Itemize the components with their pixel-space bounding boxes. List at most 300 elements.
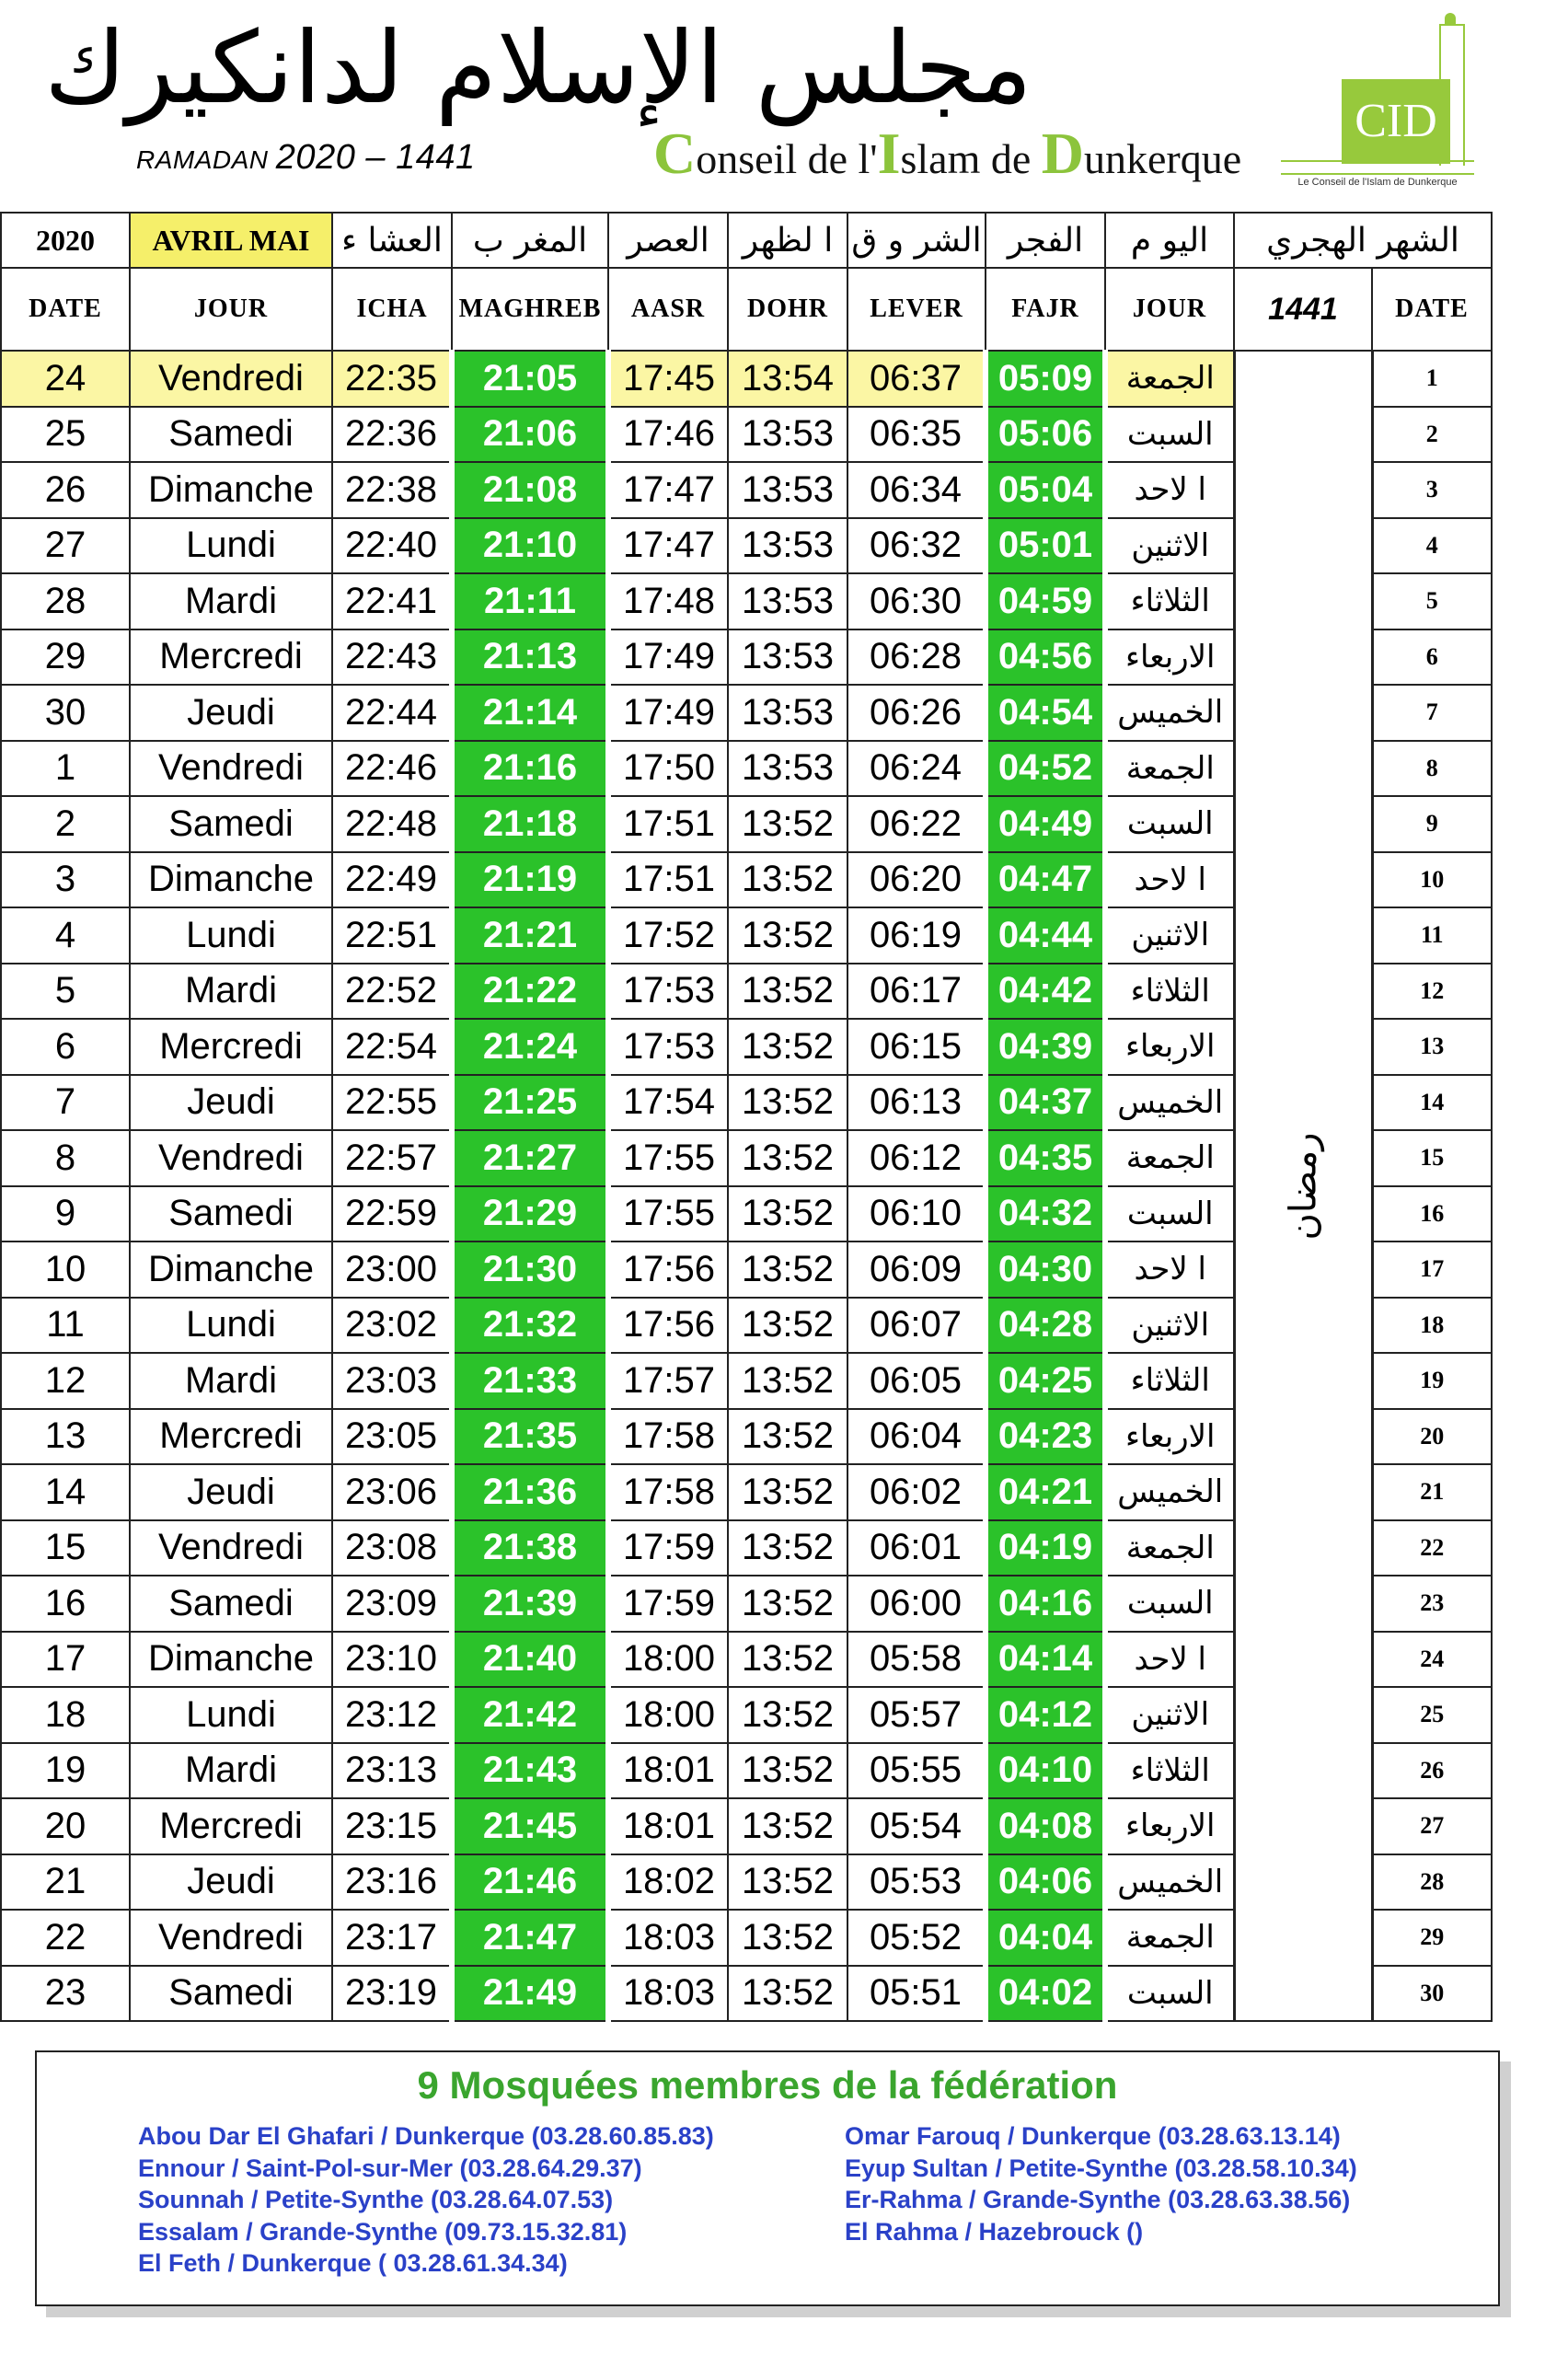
cell-lever: 06:26 xyxy=(847,685,986,741)
cell-date: 10 xyxy=(1,1242,130,1298)
cell-fajr: 04:28 xyxy=(986,1298,1105,1354)
cell-fajr: 04:37 xyxy=(986,1075,1105,1131)
cell-date: 17 xyxy=(1,1632,130,1688)
cell-icha: 23:08 xyxy=(332,1520,452,1576)
cell-date: 23 xyxy=(1,1966,130,2022)
cell-jour: Mardi xyxy=(130,964,332,1020)
cell-dohr: 13:52 xyxy=(728,1520,847,1576)
cell-maghreb: 21:06 xyxy=(452,407,608,463)
cell-fajr: 04:39 xyxy=(986,1019,1105,1075)
cell-aasr: 17:51 xyxy=(608,796,728,852)
cell-maghreb: 21:16 xyxy=(452,741,608,797)
cell-icha: 22:51 xyxy=(332,907,452,964)
cell-hijri-date: 29 xyxy=(1372,1910,1492,1966)
cell-lever: 06:32 xyxy=(847,518,986,574)
cell-hijri-date: 21 xyxy=(1372,1464,1492,1520)
cell-date: 15 xyxy=(1,1520,130,1576)
cell-lever: 06:00 xyxy=(847,1576,986,1632)
cid-logo xyxy=(1281,13,1476,191)
cell-fajr: 05:06 xyxy=(986,407,1105,463)
cell-icha: 23:00 xyxy=(332,1242,452,1298)
cell-maghreb: 21:11 xyxy=(452,573,608,629)
cell-hijri-date: 20 xyxy=(1372,1409,1492,1465)
cell-lever: 05:55 xyxy=(847,1743,986,1799)
council-name-cap-i: I xyxy=(877,121,901,186)
cell-jour: Dimanche xyxy=(130,462,332,518)
cell-jour-ar: الاثنين xyxy=(1105,1687,1234,1743)
council-name-part-1: onseil de l' xyxy=(696,135,878,182)
cell-aasr: 18:02 xyxy=(608,1854,728,1911)
cell-date: 28 xyxy=(1,573,130,629)
cell-jour: Mardi xyxy=(130,1353,332,1409)
cell-jour-ar: الجمعة xyxy=(1105,741,1234,797)
header-year: 2020 xyxy=(1,213,130,268)
cell-maghreb: 21:27 xyxy=(452,1130,608,1186)
cell-icha: 22:46 xyxy=(332,741,452,797)
cell-dohr: 13:53 xyxy=(728,518,847,574)
cell-lever: 06:28 xyxy=(847,629,986,686)
cell-fajr: 04:49 xyxy=(986,796,1105,852)
cell-hijri-date: 25 xyxy=(1372,1687,1492,1743)
ramadan-year-label xyxy=(136,138,476,178)
cell-jour-ar: الاثنين xyxy=(1105,907,1234,964)
cell-dohr: 13:53 xyxy=(728,573,847,629)
cell-lever: 06:12 xyxy=(847,1130,986,1186)
cell-jour-ar: الجمعة xyxy=(1105,351,1234,407)
cell-aasr: 17:46 xyxy=(608,407,728,463)
council-name xyxy=(653,120,1241,188)
cell-maghreb: 21:45 xyxy=(452,1798,608,1854)
cell-jour-ar: الخميس xyxy=(1105,1854,1234,1911)
cell-fajr: 05:01 xyxy=(986,518,1105,574)
cell-date: 9 xyxy=(1,1186,130,1242)
cell-maghreb: 21:33 xyxy=(452,1353,608,1409)
cell-icha: 22:59 xyxy=(332,1186,452,1242)
cell-jour-ar: ا لاحد xyxy=(1105,852,1234,908)
cell-lever: 06:17 xyxy=(847,964,986,1020)
cell-jour-ar: الخميس xyxy=(1105,685,1234,741)
mosques-box xyxy=(35,2050,1500,2306)
cell-jour: Samedi xyxy=(130,1966,332,2022)
cell-fajr: 04:16 xyxy=(986,1576,1105,1632)
cell-dohr: 13:53 xyxy=(728,462,847,518)
cell-jour: Vendredi xyxy=(130,1910,332,1966)
mosque-entry: Omar Farouq / Dunkerque (03.28.63.13.14) xyxy=(845,2122,1341,2150)
cell-dohr: 13:52 xyxy=(728,1687,847,1743)
cell-hijri-date: 7 xyxy=(1372,685,1492,741)
cell-hijri-date: 12 xyxy=(1372,964,1492,1020)
cell-dohr: 13:52 xyxy=(728,1632,847,1688)
cell-aasr: 18:03 xyxy=(608,1910,728,1966)
cell-aasr: 17:53 xyxy=(608,964,728,1020)
cell-jour: Mercredi xyxy=(130,1019,332,1075)
cell-dohr: 13:52 xyxy=(728,852,847,908)
cell-lever: 06:09 xyxy=(847,1242,986,1298)
cell-date: 30 xyxy=(1,685,130,741)
cell-aasr: 17:56 xyxy=(608,1298,728,1354)
cell-fajr: 04:10 xyxy=(986,1743,1105,1799)
cell-maghreb: 21:46 xyxy=(452,1854,608,1911)
cell-maghreb: 21:47 xyxy=(452,1910,608,1966)
ramadan-years: 2020 – 1441 xyxy=(275,138,476,177)
cell-maghreb: 21:36 xyxy=(452,1464,608,1520)
cell-date: 26 xyxy=(1,462,130,518)
cell-jour-ar: الخميس xyxy=(1105,1464,1234,1520)
cell-jour-ar: السبت xyxy=(1105,1966,1234,2022)
cell-dohr: 13:52 xyxy=(728,907,847,964)
cell-jour-ar: ا لاحد xyxy=(1105,462,1234,518)
cell-maghreb: 21:18 xyxy=(452,796,608,852)
header-maghreb-ar: المغر ب xyxy=(452,213,608,268)
cell-dohr: 13:52 xyxy=(728,1075,847,1131)
cell-icha: 23:06 xyxy=(332,1464,452,1520)
cell-dohr: 13:52 xyxy=(728,1910,847,1966)
header-jour-ar: اليو م xyxy=(1105,213,1234,268)
cell-aasr: 18:00 xyxy=(608,1687,728,1743)
cell-lever: 06:10 xyxy=(847,1186,986,1242)
cell-jour: Mardi xyxy=(130,573,332,629)
header-icha-ar: العشا ء xyxy=(332,213,452,268)
mosque-entry: Er-Rahma / Grande-Synthe (03.28.63.38.56) xyxy=(845,2186,1351,2213)
cell-fajr: 04:52 xyxy=(986,741,1105,797)
cell-date: 7 xyxy=(1,1075,130,1131)
header-row-arabic xyxy=(1,213,1492,268)
cell-hijri-date: 19 xyxy=(1372,1353,1492,1409)
cell-jour: Samedi xyxy=(130,796,332,852)
page-title-arabic: مجلس الإسلام لدانكيرك xyxy=(44,11,1032,126)
cell-aasr: 18:01 xyxy=(608,1798,728,1854)
cell-fajr: 04:56 xyxy=(986,629,1105,686)
council-name-cap-d: D xyxy=(1041,121,1085,186)
cell-dohr: 13:52 xyxy=(728,1966,847,2022)
cell-maghreb: 21:39 xyxy=(452,1576,608,1632)
cell-aasr: 17:47 xyxy=(608,462,728,518)
cell-icha: 23:10 xyxy=(332,1632,452,1688)
cell-hijri-date: 17 xyxy=(1372,1242,1492,1298)
cell-jour: Dimanche xyxy=(130,1632,332,1688)
header-date: DATE xyxy=(1,268,130,351)
cell-fajr: 04:06 xyxy=(986,1854,1105,1911)
cell-dohr: 13:52 xyxy=(728,796,847,852)
cell-maghreb: 21:10 xyxy=(452,518,608,574)
cell-hijri-date: 13 xyxy=(1372,1019,1492,1075)
header-months: AVRIL MAI xyxy=(130,213,332,268)
cell-jour: Vendredi xyxy=(130,741,332,797)
cell-jour-ar: الخميس xyxy=(1105,1075,1234,1131)
cell-jour: Dimanche xyxy=(130,1242,332,1298)
logo-text: CID xyxy=(1342,79,1450,164)
cell-aasr: 18:01 xyxy=(608,1743,728,1799)
cell-maghreb: 21:38 xyxy=(452,1520,608,1576)
mosque-entry: El Rahma / Hazebrouck () xyxy=(845,2217,1144,2246)
cell-jour-ar: الثلاثاء xyxy=(1105,1743,1234,1799)
cell-hijri-date: 24 xyxy=(1372,1632,1492,1688)
cell-aasr: 17:54 xyxy=(608,1075,728,1131)
cell-maghreb: 21:19 xyxy=(452,852,608,908)
cell-aasr: 18:03 xyxy=(608,1966,728,2022)
cell-lever: 06:01 xyxy=(847,1520,986,1576)
cell-jour: Samedi xyxy=(130,407,332,463)
cell-dohr: 13:52 xyxy=(728,1464,847,1520)
cell-dohr: 13:52 xyxy=(728,1298,847,1354)
hijri-month-label xyxy=(1234,351,1372,2021)
cell-aasr: 17:45 xyxy=(608,351,728,407)
cell-icha: 23:16 xyxy=(332,1854,452,1911)
cell-maghreb: 21:42 xyxy=(452,1687,608,1743)
cell-icha: 23:12 xyxy=(332,1687,452,1743)
cell-aasr: 17:55 xyxy=(608,1186,728,1242)
cell-jour-ar: السبت xyxy=(1105,796,1234,852)
cell-hijri-date: 18 xyxy=(1372,1298,1492,1354)
cell-maghreb: 21:05 xyxy=(452,351,608,407)
cell-icha: 22:44 xyxy=(332,685,452,741)
cell-hijri-date: 11 xyxy=(1372,907,1492,964)
cell-hijri-date: 27 xyxy=(1372,1798,1492,1854)
header-dohr-ar: ا لظهر xyxy=(728,213,847,268)
cell-date: 1 xyxy=(1,741,130,797)
table-body xyxy=(1,351,1492,2021)
cell-jour-ar: الاربعاء xyxy=(1105,1019,1234,1075)
cell-aasr: 17:58 xyxy=(608,1464,728,1520)
cell-date: 12 xyxy=(1,1353,130,1409)
header-aasr: AASR xyxy=(608,268,728,351)
cell-aasr: 17:55 xyxy=(608,1130,728,1186)
cell-date: 13 xyxy=(1,1409,130,1465)
cell-jour-ar: الاثنين xyxy=(1105,518,1234,574)
cell-hijri-date: 14 xyxy=(1372,1075,1492,1131)
cell-fajr: 04:08 xyxy=(986,1798,1105,1854)
cell-lever: 06:05 xyxy=(847,1353,986,1409)
cell-date: 16 xyxy=(1,1576,130,1632)
cell-aasr: 17:57 xyxy=(608,1353,728,1409)
cell-lever: 06:24 xyxy=(847,741,986,797)
cell-icha: 23:17 xyxy=(332,1910,452,1966)
cell-jour: Lundi xyxy=(130,1298,332,1354)
hijri-month-text: رمضان xyxy=(1283,1132,1323,1240)
council-name-part-2: slam de xyxy=(900,135,1042,182)
cell-date: 8 xyxy=(1,1130,130,1186)
cell-jour-ar: ا لاحد xyxy=(1105,1632,1234,1688)
cell-aasr: 17:53 xyxy=(608,1019,728,1075)
cell-dohr: 13:52 xyxy=(728,1854,847,1911)
cell-lever: 05:53 xyxy=(847,1854,986,1911)
cell-jour: Mercredi xyxy=(130,629,332,686)
cell-dohr: 13:52 xyxy=(728,1130,847,1186)
header-hijri-month-ar: الشهر الهجري xyxy=(1234,213,1492,268)
cell-dohr: 13:54 xyxy=(728,351,847,407)
cell-fajr: 04:23 xyxy=(986,1409,1105,1465)
header-lever: LEVER xyxy=(847,268,986,351)
cell-jour-ar: الجمعة xyxy=(1105,1130,1234,1186)
cell-lever: 05:57 xyxy=(847,1687,986,1743)
cell-date: 29 xyxy=(1,629,130,686)
cell-dohr: 13:52 xyxy=(728,1798,847,1854)
council-name-part-3: unkerque xyxy=(1084,135,1242,182)
cell-jour-ar: الاثنين xyxy=(1105,1298,1234,1354)
cell-icha: 22:55 xyxy=(332,1075,452,1131)
cell-lever: 06:22 xyxy=(847,796,986,852)
cell-dohr: 13:52 xyxy=(728,1409,847,1465)
cell-dohr: 13:52 xyxy=(728,1242,847,1298)
cell-aasr: 17:49 xyxy=(608,629,728,686)
cell-dohr: 13:52 xyxy=(728,1186,847,1242)
council-name-cap-c: C xyxy=(653,121,697,186)
cell-icha: 22:54 xyxy=(332,1019,452,1075)
cell-icha: 23:05 xyxy=(332,1409,452,1465)
cell-maghreb: 21:13 xyxy=(452,629,608,686)
header-fajr-ar: الفجر xyxy=(986,213,1105,268)
mosque-entry: Ennour / Saint-Pol-sur-Mer (03.28.64.29.37) xyxy=(138,2154,642,2182)
cell-date: 18 xyxy=(1,1687,130,1743)
cell-hijri-date: 22 xyxy=(1372,1520,1492,1576)
cell-jour: Dimanche xyxy=(130,852,332,908)
cell-maghreb: 21:08 xyxy=(452,462,608,518)
cell-hijri-date: 5 xyxy=(1372,573,1492,629)
cell-jour: Vendredi xyxy=(130,1130,332,1186)
header-jour-ar-fr: JOUR xyxy=(1105,268,1234,351)
cell-fajr: 04:02 xyxy=(986,1966,1105,2022)
cell-fajr: 05:04 xyxy=(986,462,1105,518)
cell-date: 6 xyxy=(1,1019,130,1075)
cell-fajr: 04:35 xyxy=(986,1130,1105,1186)
cell-maghreb: 21:29 xyxy=(452,1186,608,1242)
cell-hijri-date: 26 xyxy=(1372,1743,1492,1799)
cell-aasr: 17:49 xyxy=(608,685,728,741)
cell-hijri-date: 8 xyxy=(1372,741,1492,797)
cell-date: 27 xyxy=(1,518,130,574)
logo-caption: Le Conseil de l'Islam de Dunkerque xyxy=(1297,177,1458,188)
mosque-entry: Eyup Sultan / Petite-Synthe (03.28.58.10.34) xyxy=(845,2154,1357,2182)
header-lever-ar: الشر و ق xyxy=(847,213,986,268)
cell-date: 5 xyxy=(1,964,130,1020)
cell-fajr: 04:32 xyxy=(986,1186,1105,1242)
cell-icha: 23:19 xyxy=(332,1966,452,2022)
cell-dohr: 13:53 xyxy=(728,685,847,741)
cell-maghreb: 21:30 xyxy=(452,1242,608,1298)
cell-lever: 06:34 xyxy=(847,462,986,518)
header-hijri-year: 1441 xyxy=(1234,268,1372,351)
cell-fajr: 04:44 xyxy=(986,907,1105,964)
cell-jour: Mercredi xyxy=(130,1798,332,1854)
cell-hijri-date: 30 xyxy=(1372,1966,1492,2022)
cell-dohr: 13:53 xyxy=(728,407,847,463)
cell-jour: Jeudi xyxy=(130,685,332,741)
cell-lever: 06:13 xyxy=(847,1075,986,1131)
cell-hijri-date: 16 xyxy=(1372,1186,1492,1242)
cell-date: 19 xyxy=(1,1743,130,1799)
cell-dohr: 13:52 xyxy=(728,1019,847,1075)
cell-aasr: 17:58 xyxy=(608,1409,728,1465)
cell-icha: 22:57 xyxy=(332,1130,452,1186)
cell-lever: 06:30 xyxy=(847,573,986,629)
cell-maghreb: 21:22 xyxy=(452,964,608,1020)
cell-jour-ar: السبت xyxy=(1105,1576,1234,1632)
cell-maghreb: 21:32 xyxy=(452,1298,608,1354)
cell-jour-ar: الثلاثاء xyxy=(1105,1353,1234,1409)
header-icha: ICHA xyxy=(332,268,452,351)
cell-icha: 22:38 xyxy=(332,462,452,518)
cell-lever: 06:02 xyxy=(847,1464,986,1520)
cell-maghreb: 21:43 xyxy=(452,1743,608,1799)
cell-lever: 06:04 xyxy=(847,1409,986,1465)
mosque-entry: Sounnah / Petite-Synthe (03.28.64.07.53) xyxy=(138,2186,614,2213)
cell-aasr: 17:59 xyxy=(608,1576,728,1632)
cell-date: 20 xyxy=(1,1798,130,1854)
mosque-entry: Abou Dar El Ghafari / Dunkerque (03.28.60.85.83) xyxy=(138,2122,714,2150)
cell-date: 14 xyxy=(1,1464,130,1520)
cell-icha: 22:35 xyxy=(332,351,452,407)
cell-jour-ar: الاربعاء xyxy=(1105,1798,1234,1854)
cell-lever: 06:15 xyxy=(847,1019,986,1075)
cell-date: 11 xyxy=(1,1298,130,1354)
cell-jour-ar: الثلاثاء xyxy=(1105,964,1234,1020)
cell-date: 24 xyxy=(1,351,130,407)
cell-fajr: 04:21 xyxy=(986,1464,1105,1520)
cell-aasr: 17:48 xyxy=(608,573,728,629)
cell-fajr: 05:09 xyxy=(986,351,1105,407)
cell-lever: 06:20 xyxy=(847,852,986,908)
cell-date: 2 xyxy=(1,796,130,852)
cell-fajr: 04:25 xyxy=(986,1353,1105,1409)
cell-lever: 05:52 xyxy=(847,1910,986,1966)
cell-maghreb: 21:40 xyxy=(452,1632,608,1688)
cell-icha: 23:09 xyxy=(332,1576,452,1632)
prayer-times-table xyxy=(0,212,1493,2022)
cell-jour-ar: الثلاثاء xyxy=(1105,573,1234,629)
cell-fajr: 04:47 xyxy=(986,852,1105,908)
logo-lines xyxy=(1281,160,1474,175)
mosque-entry: Essalam / Grande-Synthe (09.73.15.32.81) xyxy=(138,2217,628,2246)
cell-date: 4 xyxy=(1,907,130,964)
cell-aasr: 17:52 xyxy=(608,907,728,964)
cell-jour-ar: السبت xyxy=(1105,1186,1234,1242)
cell-lever: 05:51 xyxy=(847,1966,986,2022)
cell-icha: 22:48 xyxy=(332,796,452,852)
cell-dohr: 13:52 xyxy=(728,964,847,1020)
cell-icha: 22:41 xyxy=(332,573,452,629)
cell-icha: 23:13 xyxy=(332,1743,452,1799)
mosque-entry: El Feth / Dunkerque ( 03.28.61.34.34) xyxy=(138,2249,568,2277)
cell-jour-ar: ا لاحد xyxy=(1105,1242,1234,1298)
table-row xyxy=(1,351,1492,407)
cell-fajr: 04:30 xyxy=(986,1242,1105,1298)
cell-date: 3 xyxy=(1,852,130,908)
cell-dohr: 13:52 xyxy=(728,1576,847,1632)
cell-hijri-date: 1 xyxy=(1372,351,1492,407)
cell-dohr: 13:53 xyxy=(728,741,847,797)
cell-fajr: 04:12 xyxy=(986,1687,1105,1743)
cell-jour: Vendredi xyxy=(130,1520,332,1576)
cell-jour-ar: السبت xyxy=(1105,407,1234,463)
cell-dohr: 13:52 xyxy=(728,1743,847,1799)
cell-hijri-date: 3 xyxy=(1372,462,1492,518)
cell-lever: 06:19 xyxy=(847,907,986,964)
mosques-title: 9 Mosquées membres de la fédération xyxy=(417,2063,1118,2107)
header-jour: JOUR xyxy=(130,268,332,351)
cell-jour: Mercredi xyxy=(130,1409,332,1465)
cell-date: 25 xyxy=(1,407,130,463)
cell-aasr: 18:00 xyxy=(608,1632,728,1688)
cell-icha: 22:36 xyxy=(332,407,452,463)
cell-aasr: 17:47 xyxy=(608,518,728,574)
cell-jour: Jeudi xyxy=(130,1464,332,1520)
cell-fajr: 04:42 xyxy=(986,964,1105,1020)
header-fajr: FAJR xyxy=(986,268,1105,351)
mosques-left-column xyxy=(138,2120,714,2280)
cell-hijri-date: 28 xyxy=(1372,1854,1492,1911)
header-row-french xyxy=(1,268,1492,351)
cell-icha: 23:15 xyxy=(332,1798,452,1854)
